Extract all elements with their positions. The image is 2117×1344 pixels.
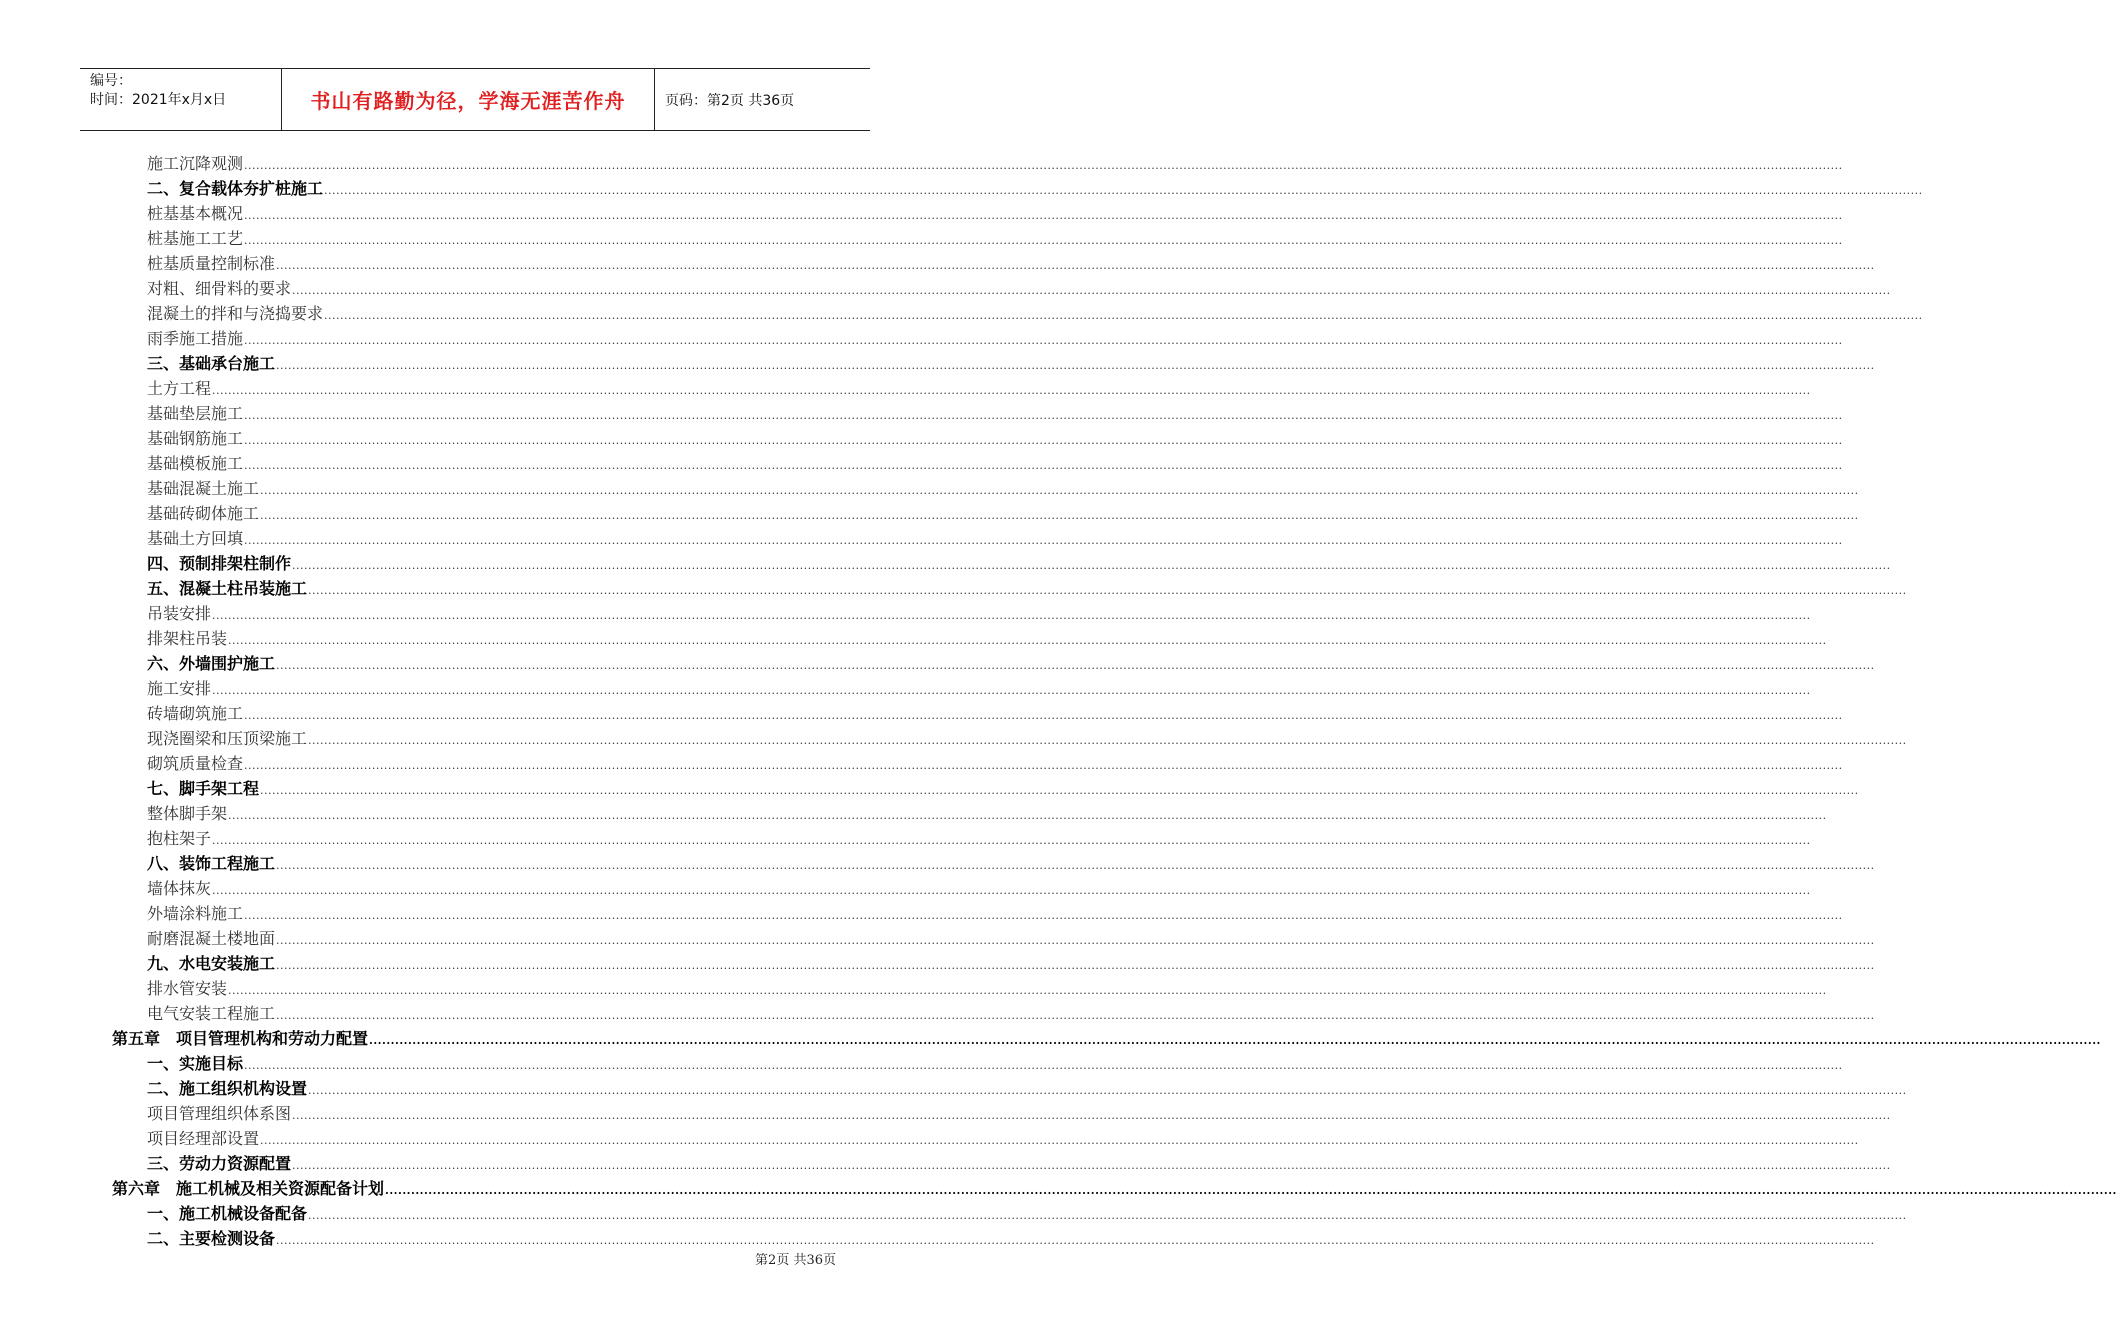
toc-dot-leader: ................................................................................................................................................................................................................................................................................................................................................................................................................	[308, 734, 1907, 747]
toc-entry[interactable]	[112, 676, 1811, 701]
header-page-label: 页码：第2页 共36页	[665, 92, 795, 109]
toc-entry[interactable]	[112, 1076, 1907, 1101]
toc-entry[interactable]	[112, 1026, 2101, 1051]
toc-entry[interactable]	[112, 501, 1859, 526]
toc-dot-leader: ................................................................................................................................................................................................................................................................................................................................................................................................................	[276, 1234, 1875, 1247]
toc-entry[interactable]	[112, 251, 1875, 276]
toc-entry[interactable]	[112, 451, 1843, 476]
toc-dot-leader: ................................................................................................................................................................................................................................................................................................................................................................................................................	[369, 1034, 2101, 1047]
toc-dot-leader: ................................................................................................................................................................................................................................................................................................................................................................................................................	[292, 284, 1891, 297]
toc-entry-title: 桩基施工工艺	[147, 229, 244, 248]
toc-entry-title: 项目经理部设置	[147, 1129, 260, 1148]
toc-entry[interactable]	[112, 301, 1923, 326]
toc-entry[interactable]	[112, 976, 1827, 1001]
toc-entry[interactable]	[112, 376, 1811, 401]
toc-dot-leader: ................................................................................................................................................................................................................................................................................................................................................................................................................	[260, 784, 1859, 797]
document-date-label: 时间：2021年x月x日	[90, 92, 227, 108]
toc-dot-leader: ................................................................................................................................................................................................................................................................................................................................................................................................................	[244, 459, 1843, 472]
toc-entry-title: 基础模板施工	[147, 454, 244, 473]
toc-entry[interactable]	[112, 226, 1843, 251]
toc-dot-leader: ................................................................................................................................................................................................................................................................................................................................................................................................................	[276, 359, 1875, 372]
toc-dot-leader: ................................................................................................................................................................................................................................................................................................................................................................................................................	[260, 509, 1859, 522]
toc-entry[interactable]	[112, 651, 1875, 676]
toc-entry-title: 二、施工组织机构设置	[147, 1079, 308, 1098]
toc-entry[interactable]	[112, 526, 1843, 551]
toc-entry[interactable]	[112, 1201, 1907, 1226]
toc-entry-title: 项目管理组织体系图	[147, 1104, 292, 1123]
toc-entry[interactable]	[112, 901, 1843, 926]
toc-dot-leader: ................................................................................................................................................................................................................................................................................................................................................................................................................	[292, 1159, 1891, 1172]
document-number-label: 编号：	[90, 73, 132, 89]
toc-entry-title: 墙体抹灰	[147, 879, 212, 898]
toc-entry-title: 一、施工机械设备配备	[147, 1204, 308, 1223]
toc-entry[interactable]	[112, 601, 1811, 626]
toc-dot-leader: ................................................................................................................................................................................................................................................................................................................................................................................................................	[244, 709, 1843, 722]
toc-entry-title: 第五章 项目管理机构和劳动力配置	[112, 1029, 369, 1048]
toc-entry[interactable]	[112, 1051, 1843, 1076]
header-page-cell	[655, 69, 870, 130]
toc-entry[interactable]	[112, 351, 1875, 376]
toc-entry[interactable]	[112, 1151, 1891, 1176]
toc-dot-leader: ................................................................................................................................................................................................................................................................................................................................................................................................................	[244, 209, 1843, 222]
toc-dot-leader: ................................................................................................................................................................................................................................................................................................................................................................................................................	[260, 1134, 1859, 1147]
toc-entry[interactable]	[112, 551, 1891, 576]
toc-entry-title: 整体脚手架	[147, 804, 228, 823]
toc-dot-leader: ................................................................................................................................................................................................................................................................................................................................................................................................................	[308, 584, 1907, 597]
toc-dot-leader: ................................................................................................................................................................................................................................................................................................................................................................................................................	[212, 609, 1811, 622]
toc-dot-leader: ................................................................................................................................................................................................................................................................................................................................................................................................................	[244, 434, 1843, 447]
toc-dot-leader: ................................................................................................................................................................................................................................................................................................................................................................................................................	[276, 1009, 1875, 1022]
toc-entry-title: 施工安排	[147, 679, 212, 698]
toc-entry[interactable]	[112, 576, 1907, 601]
toc-dot-leader: ................................................................................................................................................................................................................................................................................................................................................................................................................	[244, 234, 1843, 247]
toc-entry[interactable]	[112, 476, 1859, 501]
toc-dot-leader: ................................................................................................................................................................................................................................................................................................................................................................................................................	[292, 559, 1891, 572]
toc-dot-leader: ................................................................................................................................................................................................................................................................................................................................................................................................................	[244, 334, 1843, 347]
toc-dot-leader: ................................................................................................................................................................................................................................................................................................................................................................................................................	[212, 684, 1811, 697]
toc-entry[interactable]	[112, 176, 1923, 201]
toc-entry[interactable]	[112, 801, 1827, 826]
page-header	[80, 68, 870, 131]
toc-entry-title: 桩基质量控制标准	[147, 254, 276, 273]
toc-entry-title: 七、脚手架工程	[147, 779, 260, 798]
toc-dot-leader: ................................................................................................................................................................................................................................................................................................................................................................................................................	[276, 859, 1875, 872]
toc-entry-title: 六、外墙围护施工	[147, 654, 276, 673]
toc-entry[interactable]	[112, 1126, 1859, 1151]
toc-entry[interactable]	[112, 326, 1843, 351]
header-motto: 书山有路勤为径，学海无涯苦作舟	[310, 89, 626, 113]
toc-entry-title: 基础钢筋施工	[147, 429, 244, 448]
toc-entry-title: 基础土方回填	[147, 529, 244, 548]
toc-dot-leader: ................................................................................................................................................................................................................................................................................................................................................................................................................	[228, 809, 1827, 822]
toc-entry-title: 吊装安排	[147, 604, 212, 623]
toc-dot-leader: ................................................................................................................................................................................................................................................................................................................................................................................................................	[276, 659, 1875, 672]
toc-dot-leader: ................................................................................................................................................................................................................................................................................................................................................................................................................	[244, 534, 1843, 547]
toc-dot-leader: ................................................................................................................................................................................................................................................................................................................................................................................................................	[212, 384, 1811, 397]
toc-entry[interactable]	[112, 876, 1811, 901]
toc-entry-title: 现浇圈梁和压顶梁施工	[147, 729, 308, 748]
toc-dot-leader: ................................................................................................................................................................................................................................................................................................................................................................................................................	[276, 934, 1875, 947]
toc-entry[interactable]	[112, 851, 1875, 876]
toc-dot-leader: ................................................................................................................................................................................................................................................................................................................................................................................................................	[228, 984, 1827, 997]
toc-entry-title: 排水管安装	[147, 979, 228, 998]
toc-entry-title: 电气安装工程施工	[147, 1004, 276, 1023]
toc-dot-leader: ................................................................................................................................................................................................................................................................................................................................................................................................................	[292, 1109, 1891, 1122]
toc-dot-leader: ................................................................................................................................................................................................................................................................................................................................................................................................................	[324, 184, 1923, 197]
toc-entry[interactable]	[112, 201, 1843, 226]
toc-entry-title: 三、基础承台施工	[147, 354, 276, 373]
toc-entry-title: 二、主要检测设备	[147, 1229, 276, 1248]
header-motto-cell	[282, 69, 655, 130]
toc-dot-leader: ................................................................................................................................................................................................................................................................................................................................................................................................................	[385, 1184, 2117, 1197]
header-meta	[80, 69, 282, 130]
toc-dot-leader: ................................................................................................................................................................................................................................................................................................................................................................................................................	[276, 959, 1875, 972]
toc-entry[interactable]	[112, 1176, 2117, 1201]
toc-entry-title: 砖墙砌筑施工	[147, 704, 244, 723]
toc-entry-title: 土方工程	[147, 379, 212, 398]
toc-entry[interactable]	[112, 701, 1843, 726]
toc-dot-leader: ................................................................................................................................................................................................................................................................................................................................................................................................................	[212, 834, 1811, 847]
toc-entry[interactable]	[112, 276, 1891, 301]
toc-entry[interactable]	[112, 826, 1811, 851]
toc-dot-leader: ................................................................................................................................................................................................................................................................................................................................................................................................................	[228, 634, 1827, 647]
toc-entry-title: 混凝土的拌和与浇捣要求	[147, 304, 324, 323]
toc-entry-title: 抱柱架子	[147, 829, 212, 848]
toc-entry[interactable]	[112, 776, 1859, 801]
toc-entry-title: 三、劳动力资源配置	[147, 1154, 292, 1173]
toc-entry-title: 九、水电安装施工	[147, 954, 276, 973]
toc-dot-leader: ................................................................................................................................................................................................................................................................................................................................................................................................................	[324, 309, 1923, 322]
toc-entry[interactable]	[112, 401, 1843, 426]
toc-entry-title: 基础混凝土施工	[147, 479, 260, 498]
toc-dot-leader: ................................................................................................................................................................................................................................................................................................................................................................................................................	[260, 484, 1859, 497]
toc-entry-title: 四、预制排架柱制作	[147, 554, 292, 573]
toc-dot-leader: ................................................................................................................................................................................................................................................................................................................................................................................................................	[244, 159, 1843, 172]
toc-entry-title: 对粗、细骨料的要求	[147, 279, 292, 298]
toc-entry-title: 八、装饰工程施工	[147, 854, 276, 873]
toc-dot-leader: ................................................................................................................................................................................................................................................................................................................................................................................................................	[244, 759, 1843, 772]
toc-entry[interactable]	[112, 626, 1827, 651]
toc-entry[interactable]	[112, 726, 1907, 751]
toc-dot-leader: ................................................................................................................................................................................................................................................................................................................................................................................................................	[244, 909, 1843, 922]
toc-entry[interactable]	[112, 751, 1843, 776]
toc-dot-leader: ................................................................................................................................................................................................................................................................................................................................................................................................................	[308, 1209, 1907, 1222]
toc-entry[interactable]	[112, 951, 1875, 976]
toc-entry[interactable]	[112, 1001, 1875, 1026]
toc-entry-title: 砌筑质量检查	[147, 754, 244, 773]
toc-entry-title: 排架柱吊装	[147, 629, 228, 648]
toc-entry-title: 第六章 施工机械及相关资源配备计划	[112, 1179, 385, 1198]
table-of-contents	[112, 151, 2117, 1251]
toc-entry-title: 基础垫层施工	[147, 404, 244, 423]
toc-entry-title: 五、混凝土柱吊装施工	[147, 579, 308, 598]
toc-entry-title: 二、复合载体夯扩桩施工	[147, 179, 324, 198]
toc-entry-title: 施工沉降观测	[147, 154, 244, 173]
toc-dot-leader: ................................................................................................................................................................................................................................................................................................................................................................................................................	[276, 259, 1875, 272]
toc-entry-title: 雨季施工措施	[147, 329, 244, 348]
toc-entry-title: 耐磨混凝土楼地面	[147, 929, 276, 948]
page-footer: 第2页 共36页	[755, 1253, 836, 1268]
toc-dot-leader: ................................................................................................................................................................................................................................................................................................................................................................................................................	[308, 1084, 1907, 1097]
toc-entry-title: 桩基基本概况	[147, 204, 244, 223]
toc-entry-title: 一、实施目标	[147, 1054, 244, 1073]
toc-entry[interactable]	[112, 151, 1843, 176]
toc-entry[interactable]	[112, 426, 1843, 451]
toc-entry[interactable]	[112, 1226, 1875, 1251]
toc-entry[interactable]	[112, 1101, 1891, 1126]
toc-dot-leader: ................................................................................................................................................................................................................................................................................................................................................................................................................	[244, 1059, 1843, 1072]
toc-entry[interactable]	[112, 926, 1875, 951]
toc-dot-leader: ................................................................................................................................................................................................................................................................................................................................................................................................................	[244, 409, 1843, 422]
toc-entry-title: 外墙涂料施工	[147, 904, 244, 923]
toc-dot-leader: ................................................................................................................................................................................................................................................................................................................................................................................................................	[212, 884, 1811, 897]
toc-entry-title: 基础砖砌体施工	[147, 504, 260, 523]
